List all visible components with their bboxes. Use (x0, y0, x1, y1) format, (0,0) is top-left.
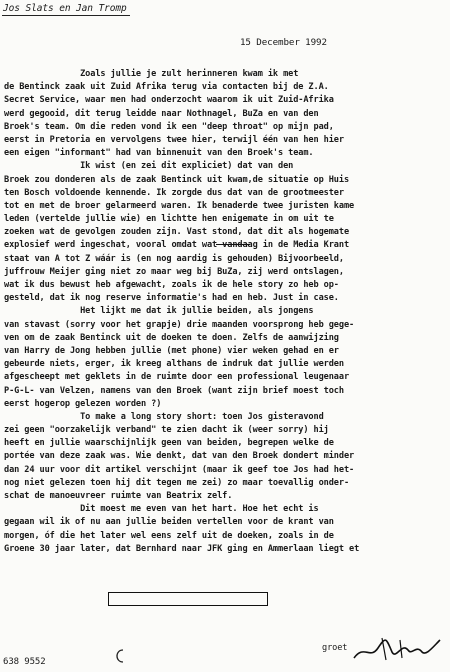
body-line: tot en met de broer gelarmeerd waren. Ik benaderde twee juristen kame (4, 200, 355, 211)
body-line: explosief werd ingeschat, vooral omdat wat vandaag in de Media Krant (4, 240, 350, 251)
body-line: zei geen "oorzakelijk verband" te zien dacht ik (weer sorry) hij (4, 425, 329, 436)
handdrawn-box (108, 592, 268, 606)
body-line: Secret Service, waar men had onderzocht waarom ik uit Zuid-Afrika (4, 95, 334, 106)
body-line: afgescheept met geklets in de ruimte door een professional leugenaar (4, 372, 350, 383)
body-line: To make a long story short: toen Jos gisteravond (4, 411, 324, 422)
body-line: Broek's team. Om die reden vond ik een "deep throat" op mijn pad, (4, 121, 334, 132)
body-line: werd gegooid, dit terug leidde naar Nothnagel, BuZa en van den (4, 108, 319, 119)
body-line: staat van A tot Z wáár is (en nog aardig is gehouden) Bijvoorbeeld, (4, 253, 344, 264)
body-line: zoeken wat de gevolgen zouden zijn. Vast stond, dat dit als hogemate (4, 227, 350, 238)
body-line: juffrouw Meijer ging niet zo maar weg bij BuZa, zij werd ontslagen, (4, 266, 344, 277)
body-line: leden (vertelde jullie wie) en lichtte hen enigemate in om uit te (4, 214, 334, 225)
addressee-underline (2, 15, 130, 16)
body-line: ten Bosch voldoende kennende. Ik zorgde dus dat van de grootmeester (4, 187, 344, 198)
body-line: van stavast (sorry voor het grapje) drie maanden voorsprong heb gege- (4, 319, 355, 330)
body-line: P-G-L- van Velzen, namens van den Broek (want zijn brief moest toch (4, 385, 344, 396)
phone-number: 638 9552 (3, 657, 46, 667)
body-line: schat de manoeuvreer ruimte van Beatrix zelf. (4, 491, 233, 501)
underline-mark (216, 244, 250, 245)
body-line: dan 24 uur voor dit artikel verschijnt (maar ik geef toe Jos had het- (4, 464, 355, 475)
body-line: morgen, óf die het later wel eens zelf uit de doeken, zoals in de (4, 530, 334, 541)
signature-icon (352, 634, 442, 664)
body-line: ven om de zaak Bentinck uit de doeken te doen. Zelfs de aanwijzing (4, 332, 339, 343)
body-line: eerst hogerop gelezen worden ?) (4, 398, 162, 409)
body-line: gegaan wil ik of nu aan jullie beiden vertellen voor de krant van (4, 517, 334, 528)
body-line: Zoals jullie je zult herinneren kwam ik met (4, 69, 299, 79)
addressee-line: Jos Slats en Jan Tromp (3, 3, 127, 14)
body-line: wat ik dus bewust heb afgewacht, zoals ik de hele story zo heb op- (4, 280, 339, 290)
letter-date: 15 December 1992 (240, 37, 327, 48)
body-line: nog niet gelezen toen hij dit tegen me zei) zo maar toevallig onder- (4, 477, 350, 488)
body-line: portée van deze zaak was. Wie denkt, dat van den Broek dondert minder (4, 451, 355, 462)
body-line: gesteld, dat ik nog reserve informatie's had en heb. Just in case. (4, 293, 339, 304)
letter-body (4, 68, 448, 556)
body-line: van Harry de Jong hebben jullie (met phone) vier weken gehad en er (4, 345, 339, 356)
body-line: Het lijkt me dat ik jullie beiden, als jongens (4, 306, 314, 317)
body-line: gebeurde niets, erger, ik kreeg althans de indruk dat jullie werden (4, 359, 344, 370)
body-line: de Bentinck zaak uit Zuid Afrika terug via contacten bij de Z.A. (4, 82, 329, 93)
body-line: eerst in Pretoria en vervolgens twee hier, terwijl één van hen hier (4, 134, 344, 145)
body-line: heeft en jullie waarschijnlijk geen van beiden, begrepen welke de (4, 438, 334, 449)
body-line: Ik wist (en zei dit expliciet) dat van den (4, 161, 294, 172)
body-line: Dit moest me even van het hart. Hoe het echt is (4, 504, 319, 515)
body-line: een eigen "informant" had van binnenuit van den Broek's team. (4, 148, 314, 159)
body-line: Groene 30 jaar later, dat Bernhard naar JFK ging en Ammerlaan liegt et (4, 543, 360, 554)
handwritten-c-icon (113, 648, 125, 664)
body-line: Broek zou donderen als de zaak Bentinck uit kwam,de situatie op Huis (4, 174, 350, 185)
closing-groet: groet (322, 643, 348, 653)
